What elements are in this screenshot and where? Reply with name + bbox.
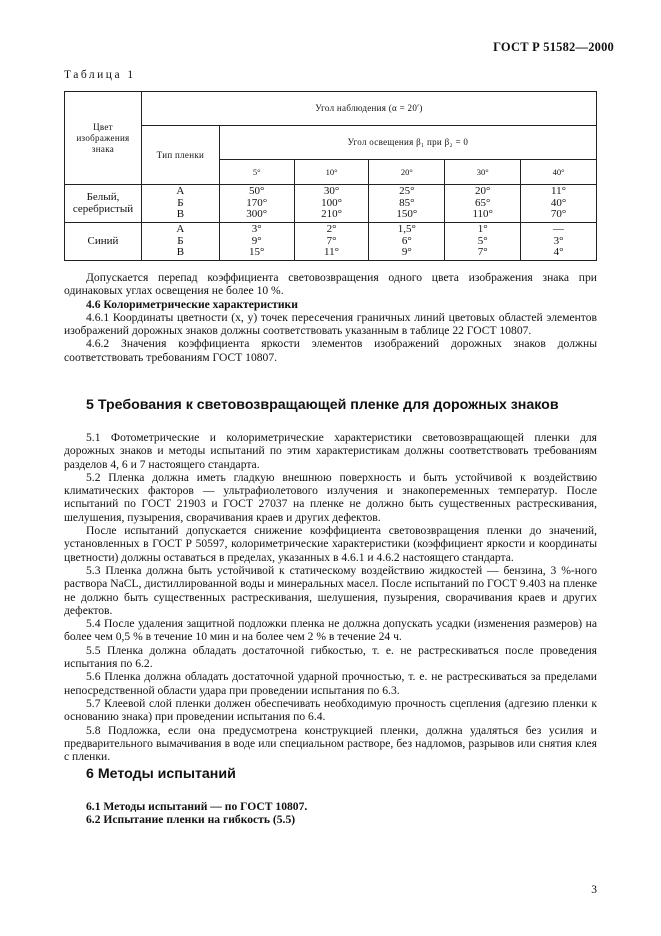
table-row bbox=[65, 185, 597, 223]
angle-header: 30° bbox=[445, 160, 521, 185]
value-cell: 1° 5° 7° bbox=[445, 223, 521, 261]
angle-header: 40° bbox=[521, 160, 597, 185]
paragraph: 5.3 Пленка должна быть устойчивой к статическому воздействию жидкостей — бензина, 3 %-ного раствора NaCL, дистиллированной воды и минеральных масел. После испытаний по ГОСТ 9.403 на пленке не должно быть существенных растрескивания, шелушения, пузырения, сворачивания краев и других дефектов. bbox=[64, 563, 597, 617]
paragraph: 5.4 После удаления защитной подложки пленка не должна допускать усадки (изменения размеров) на более чем 0,5 % в течение 10 мин и на более чем 2 % в течение 24 ч. bbox=[64, 617, 597, 644]
film-types: А Б В bbox=[141, 185, 219, 223]
section-5-body bbox=[64, 431, 597, 763]
header-film-type: Тип пленки bbox=[141, 126, 219, 185]
row-color: Синий bbox=[65, 223, 142, 261]
paragraph: Допускается перепад коэффициента световозвращения одного цвета изображения знака при одинаковых углах освещения не более 10 %. bbox=[64, 271, 597, 298]
paragraph: 5.7 Клеевой слой пленки должен обеспечивать необходимую прочность сцепления (адгезию пленки к основанию знака) при проведении испытания по 6.4. bbox=[64, 696, 597, 724]
value-cell: 30° 100° 210° bbox=[294, 185, 369, 223]
subsection-heading: 6.1 Методы испытаний — по ГОСТ 10807. bbox=[86, 800, 308, 813]
retroreflection-table bbox=[64, 91, 597, 261]
subsection-heading: 4.6 Колориметрические характеристики bbox=[86, 297, 298, 311]
angle-header: 10° bbox=[294, 160, 369, 185]
film-types: А Б В bbox=[141, 223, 219, 261]
value-cell: 3° 9° 15° bbox=[219, 223, 294, 261]
document-code: ГОСТ Р 51582—2000 bbox=[493, 40, 614, 54]
subsection-heading: 6.2 Испытание пленки на гибкость (5.5) bbox=[86, 813, 296, 827]
paragraph: 4.6.1 Координаты цветности (x, y) точек пересечения граничных линий цветовых областей элементов изображений дорожных знаков должны соответствовать указанным в таблице 22 ГОСТ 10807. bbox=[64, 310, 597, 338]
value-cell: 20° 65° 110° bbox=[445, 185, 521, 223]
value-cell: 50° 170° 300° bbox=[219, 185, 294, 223]
paragraph: 5.8 Подложка, если она предусмотрена конструкцией пленки, должна удаляться без усилия и предварительного вымачивания в воде или специальном растворе, без надломов, разрывов или снятия клея с пленки. bbox=[64, 723, 597, 764]
section-5-title: 5 Требования к световозвращающей пленке для дорожных знаков bbox=[86, 397, 559, 413]
value-cell: — 3° 4° bbox=[521, 223, 597, 261]
value-cell: 1,5° 6° 9° bbox=[369, 223, 445, 261]
header-observation-angle: Угол наблюдения (α = 20′) bbox=[141, 92, 596, 126]
paragraph: После испытаний допускается снижение коэффициента световозвращения пленки до значений, установленных в ГОСТ Р 50597, колориметрические характеристики (коэффициент яркости и координаты цветности) должны оставаться в пределах, указанных в 4.6.1 и 4.6.2 настоящего стандарта. bbox=[64, 524, 597, 564]
paragraph: 5.2 Пленка должна иметь гладкую внешнюю поверхность и быть устойчивой к воздействию климатических факторов — ультрафиолетового излучения и знакопеременных температур. После испытаний по ГОСТ 21903 и ГОСТ 27037 на пленке не должно быть существенных растрескивания, шелушения, пузырения, сворачивания краев и других дефектов. bbox=[64, 470, 597, 524]
row-color: Белый, серебристый bbox=[65, 185, 142, 223]
text-block-1 bbox=[64, 271, 597, 364]
section-6-title: 6 Методы испытаний bbox=[86, 766, 236, 782]
header-illumination-angle: Угол освещения β₁ при β₂ = 0 bbox=[219, 126, 596, 160]
paragraph: 5.1 Фотометрические и колориметрические характеристики световозвращающей пленки для дорожных знаков и методы испытаний по этим характеристикам должны соответствовать требованиям разделов 4, 6 и 7 настоящего стандарта. bbox=[64, 431, 597, 471]
section-6-body bbox=[64, 800, 597, 827]
header-color: Цвет изображения знака bbox=[65, 92, 142, 185]
value-cell: 25° 85° 150° bbox=[369, 185, 445, 223]
table-row bbox=[65, 223, 597, 261]
table-caption: Таблица 1 bbox=[64, 69, 136, 81]
paragraph: 5.5 Пленка должна обладать достаточной гибкостью, т. е. не растрескиваться после проведения испытания по 6.2. bbox=[64, 643, 597, 671]
value-cell: 11° 40° 70° bbox=[521, 185, 597, 223]
angle-header: 20° bbox=[369, 160, 445, 185]
value-cell: 2° 7° 11° bbox=[294, 223, 369, 261]
page-number: 3 bbox=[591, 884, 597, 896]
paragraph: 4.6.2 Значения коэффициента яркости элементов изображений дорожных знаков должны соответствовать требованиям ГОСТ 10807. bbox=[64, 337, 597, 364]
paragraph: 5.6 Пленка должна обладать достаточной ударной прочностью, т. е. не растрескиваться за пределами непосредственной области удара при проведении испытания по 6.3. bbox=[64, 670, 597, 697]
angle-header: 5° bbox=[219, 160, 294, 185]
